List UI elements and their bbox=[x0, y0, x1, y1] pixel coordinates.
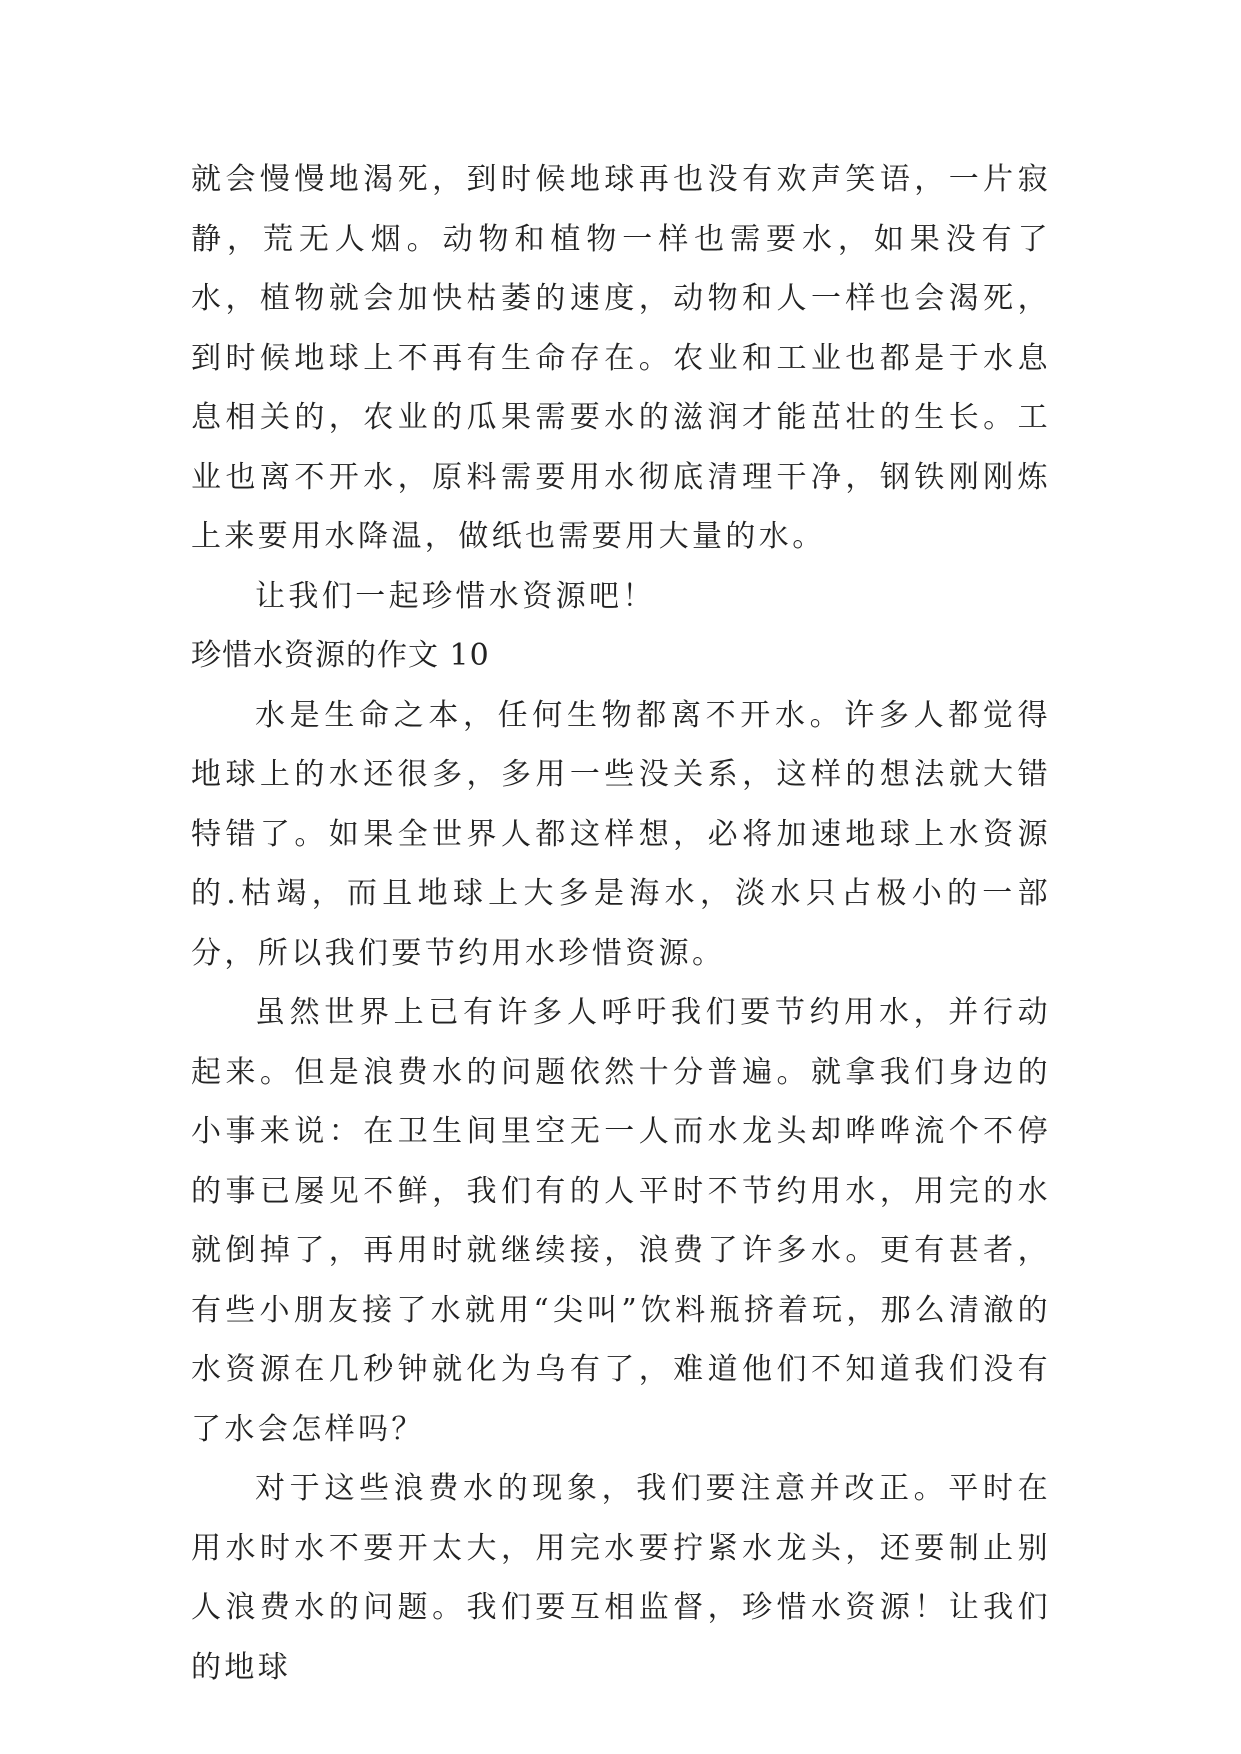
paragraph-3: 对于这些浪费水的现象，我们要注意并改正。平时在用水时水不要开太大，用完水要拧紧水龙头，还要制止别人浪费水的问题。我们要互相监督，珍惜水资源！让我们的地球 bbox=[191, 1471, 1051, 1685]
section-title: 珍惜水资源的作文 10 bbox=[191, 638, 490, 673]
paragraph-continued: 就会慢慢地渴死，到时候地球再也没有欢声笑语，一片寂静，荒无人烟。动物和植物一样也需要水，如果没有了水，植物就会加快枯萎的速度，动物和人一样也会渴死，到时候地球上不再有生命存在。农业和工业也都是于水息息相关的，农业的瓜果需要水的滋润才能茁壮的生长。工业也离不开水，原料需要用水彻底清理干净，钢铁刚刚炼上来要用水降温，做纸也需要用大量的水。 bbox=[191, 162, 1051, 554]
paragraph-1: 水是生命之本，任何生物都离不开水。许多人都觉得地球上的水还很多，多用一些没关系，这样的想法就大错特错了。如果全世界人都这样想，必将加速地球上水资源的.枯竭，而且地球上大多是海水，淡水只占极小的一部分，所以我们要节约用水珍惜资源。 bbox=[191, 697, 1051, 971]
paragraph-exhortation: 让我们一起珍惜水资源吧！ bbox=[255, 578, 656, 614]
document-body bbox=[191, 150, 1051, 1697]
paragraph-2: 虽然世界上已有许多人呼吁我们要节约用水，并行动起来。但是浪费水的问题依然十分普遍。就拿我们身边的小事来说：在卫生间里空无一人而水龙头却哗哗流个不停的事已屡见不鲜，我们有的人平时不节约用水，用完的水就倒掉了，再用时就继续接，浪费了许多水。更有甚者，有些小朋友接了水就用“尖叫”饮料瓶挤着玩，那么清澈的水资源在几秒钟就化为乌有了，难道他们不知道我们没有了水会怎样吗？ bbox=[191, 995, 1051, 1447]
